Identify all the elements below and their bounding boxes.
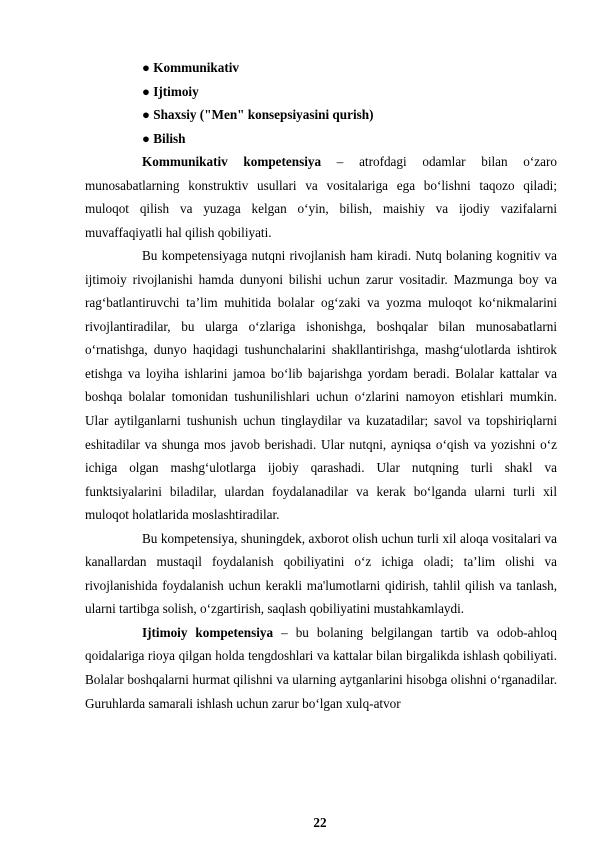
bullet-item-personal: ● Shaxsiy ("Men" konsepsiyasini qurish) (142, 107, 374, 122)
paragraph-communicative-competence (85, 150, 557, 244)
paragraph-text: – atrofdagi odamlar bilan o‘zaro munosabatlarning konstruktiv usullari va vositalariga ega bo‘lishni taqozo qiladi; muloqot qilish va yuzaga kelgan o‘yin, bilish, maishiy va ijodiy vazifalarni muvaffaqiyatli hal qilish qobiliyati. (85, 154, 557, 240)
competency-bullet-list (142, 56, 373, 150)
body-text (85, 150, 557, 715)
paragraph-speech-development (85, 244, 557, 527)
paragraph-information-access (85, 527, 557, 621)
bullet-item-cognitive: ● Bilish (142, 130, 186, 146)
page-number: 22 (313, 815, 327, 830)
paragraph-text: Bu kompetensiya, shuningdek, axborot olish uchun turli xil aloqa vositalari va kanallardan mustaqil foydalanish qobiliyatini o‘z ichiga oladi; ta’lim olishi va rivojlanishida foydalanish uchun kerakli ma'lumotlarni qidirish, tahlil qilish va tanlash, ularni tartibga solish, o‘zgartirish, saqlash qobiliyatini mustahkamlaydi. (85, 530, 557, 617)
term-communicative-competence: Kommunikativ kompetensiya (142, 154, 322, 169)
term-social-competence: Ijtimoiy kompetensiya (142, 624, 274, 640)
bullet-item-social: ● Ijtimoiy (142, 83, 199, 99)
paragraph-text: – bu bolaning belgilangan tartib va odob-ahloq qoidalariga rioya qilgan holda tengdoshlari va kattalar bilan birgalikda ishlash qobiliyati. Bolalar boshqalarni hurmat qilishni va ularning aytganlarini hisobga olishni o‘rganadilar. Guruhlarda samarali ishlash uchun zarur bo‘lgan xulq-atvor (85, 624, 557, 711)
paragraph-text: Bu kompetensiyaga nutqni rivojlanish ham kiradi. Nutq bolaning kognitiv va ijtimoiy rivojlanishi hamda dunyoni bilishi uchun zarur vositadir. Mazmunga boy va rag‘batlantiruvchi ta’lim muhitida bolalar og‘zaki va yozma muloqot ko‘nikmalarini rivojlantiradilar, bu ularga o‘zlariga ishonishga, boshqalar bilan munosabatlarni o‘rnatishga, dunyo haqidagi tushunchalarini shakllantirishga, mashg‘ulotlarda ishtirok etishga va loyiha ishlarini jamoa bo‘lib bajarishga yordam beradi. Bolalar kattalar va boshqa bolalar tomonidan tushunilishlari uchun o‘zlarini namoyon etishlari mumkin. Ular aytilganlarni tushunish uchun tinglaydilar va kuzatadilar; savol va topshiriqlarni eshitadilar va shunga mos javob berishadi. Ular nutqni, ayniqsa o‘qish va yozishni o‘z ichiga olgan mashg‘ulotlarga ijobiy qarashadi. Ular nutqning turli shakl va funktsiyalarini biladilar, ulardan foydalanadilar va kerak bo‘lganda ularni turli xil muloqot holatlarida moslashtiradilar. (85, 248, 557, 523)
bullet-item-communicative: ● Kommunikativ (142, 60, 239, 75)
paragraph-social-competence (85, 621, 557, 715)
